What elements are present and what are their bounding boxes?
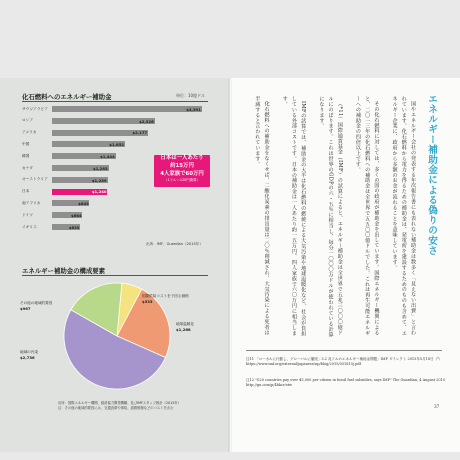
body-paragraph: その化石燃料に対しては、多くの国の政府が補助金を出しています。国際エネルギー機関によると、二〇一三年の化石燃料への補助金は全世界で五五〇〇億ドルでした。これは再生可能エネルギーへの補助金の四倍以上です。 (354, 96, 380, 336)
bar-value-label: $3,391 (186, 106, 201, 112)
bar-chart-unit: 単位：10億ドル (176, 93, 206, 98)
bar-value-label: $1,259 (91, 177, 107, 183)
bar-value-label: $845 (78, 201, 89, 207)
bar-country-label: 南アフリカ (22, 200, 41, 205)
bar-country-label: 韓国 (22, 153, 30, 158)
body-paragraph: 国やエネルギー会社の発表する年次報告書にも表れない補助金は数多く「見えない出費」と言われています。化石燃料から電力を得るための補助金は、発電所を建設するためのものも含めて、エネルギー企業に、政府から多額のお金が流れることを意味しています。 (391, 96, 416, 336)
pie-label-pollution-name: 地域の汚染 (20, 350, 38, 354)
footnote-11: 注11 「ローカルに行動し、グローバルに撤廃」3.2 兆ドルのエネルギー補助金問題」IMF ダイレクト 2015年5月18日（*）https://www.imf.org/external/japanese/np/blog/2015/051815j.pdf (246, 357, 443, 366)
callout-line1: 日本は一人あたり (160, 155, 204, 161)
pie-label-other-name: その他の地域的要因 (20, 301, 53, 305)
bar-value-label: $2,177 (132, 130, 148, 136)
body-paragraph: 化石燃料への補助金をなくせば、二酸化炭素の排出量は二〇％削減され、大気汚染による死者は半減すると言われています。 (254, 96, 270, 336)
bar-country-label: 中国 (22, 141, 30, 146)
pie-label-below-cost-name: 国際供給コストを下回る価格 (142, 294, 189, 298)
japan-callout (154, 155, 210, 187)
footnote-rule (246, 350, 442, 351)
pie-label-other (20, 301, 52, 312)
pie-label-warming-value: $1,268 (176, 327, 191, 332)
bar-country-label: 日本 (22, 189, 30, 194)
pie-label-pollution (20, 350, 38, 361)
bar (52, 106, 202, 112)
pie-label-below-cost (142, 294, 189, 305)
bar-country-label: オーストラリア (22, 177, 48, 182)
bar-country-label: ドイツ (22, 212, 33, 217)
section-heading: エネルギー補助金による偽りの安さ (426, 94, 437, 256)
page-number: 37 (434, 404, 440, 409)
pie-chart-title: エネルギー補助金の構成要素 (22, 267, 106, 275)
callout-line2: 約15万円 (170, 162, 194, 169)
body-text (247, 96, 417, 340)
bar-country-label: ロシア (22, 118, 34, 123)
pie-label-pollution-value: $2,736 (20, 355, 35, 360)
bar-value-label: $684 (71, 213, 82, 218)
pie-chart-note: 出所：国際エネルギー機関、経済協力開発機構、及びIMFスタッフ推計（2015年） 注：その他の地域的要因には、交通渋滞や事故、道路損傷などのコストを含む (58, 401, 181, 410)
footnote-12: 注12 "G20 countries pay over $5,000 per citizen in fossil fuel subsidies, says IMF" The Guardian, 4 August 2015 http://gu.com/p/4bkcr/stw (246, 378, 446, 387)
bar-country-label: イギリス (22, 224, 37, 229)
pie-label-warming-name: 地球温暖化 (176, 322, 194, 326)
page-gutter (228, 78, 232, 452)
callout-line3: 4人家族で60万円 (160, 170, 204, 177)
pie-chart-rule (22, 275, 208, 276)
bar-value-label: $635 (68, 224, 80, 230)
pie-label-warming (176, 322, 194, 333)
pie-label-below-cost-value: $333 (142, 299, 153, 304)
pie-label-other-value: $967 (20, 306, 31, 311)
bar-value-label: $1,240 (91, 189, 107, 195)
callout-line4: （1ドル＝120円換算） (164, 178, 200, 183)
body-paragraph: IMFの試算では、補助金の大半は化石燃料の燃焼による大気汚染や地球温暖化など、社会が負担している外部コストです。日本の補助金は一人あたり約一五万円、四人家族で六〇万円に相当します。 (281, 96, 307, 337)
bar-country-label: カナダ (22, 165, 33, 170)
bar-value-label: $1,444 (100, 154, 115, 159)
bar-chart-source: 出所：IMF、Guardian（2015年） (146, 242, 203, 246)
bar-country-label: サウジアラビア (22, 106, 48, 111)
body-paragraph: （*11）国際通貨基金（IMF）の試算によると、エネルギー補助金は全世界で五兆三〇〇〇億ドルにのぼります。これは世界のGDPの六・五％に相当し、毎分一〇〇〇万ドルが使われている計算になります。 (318, 96, 343, 338)
bar-value-label: $2,326 (139, 118, 154, 124)
bar-value-label: $1,652 (109, 142, 124, 148)
bar-value-label: $1,283 (92, 165, 108, 171)
bar-chart-title: 化石燃料へのエネルギー補助金 (22, 93, 112, 101)
bar-chart-rule (22, 101, 208, 102)
bar-country-label: アメリカ (22, 130, 37, 135)
